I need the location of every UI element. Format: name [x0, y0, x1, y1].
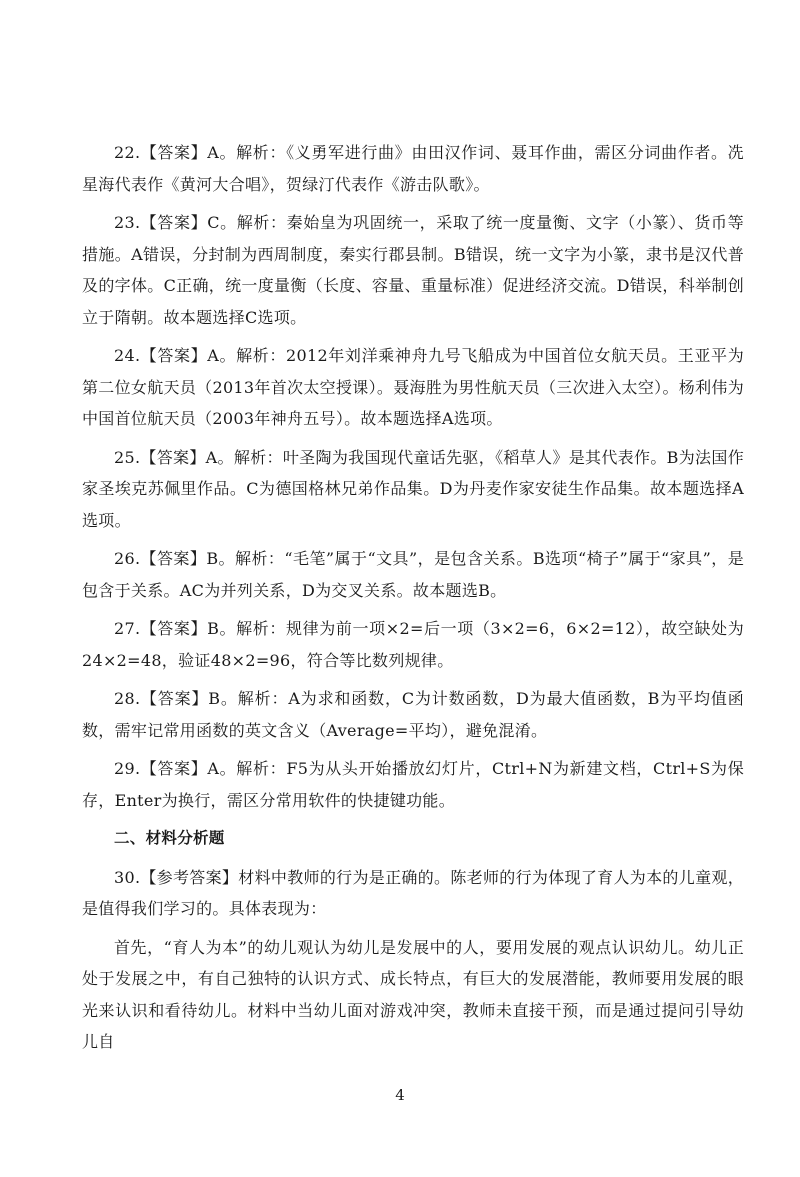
page-number: 4 — [395, 1086, 405, 1104]
answer-22: 22.【答案】A。解析：《义勇军进行曲》由田汉作词、聂耳作曲，需区分词曲作者。冼星海代表作《黄河大合唱》，贺绿汀代表作《游击队歌》。 — [82, 143, 744, 194]
answer-28: 28.【答案】B。解析：A为求和函数，C为计数函数，D为最大值函数，B为平均值函数，需牢记常用函数的英文含义（Average=平均），避免混淆。 — [82, 689, 744, 740]
answer-24: 24.【答案】A。解析：2012年刘洋乘神舟九号飞船成为中国首位女航天员。王亚平为第二位女航天员（2013年首次太空授课）。聂海胜为男性航天员（三次进入太空）。杨利伟为中国首位航天员（2003年神舟五号）。故本题选择A选项。 — [82, 346, 744, 428]
answer-23: 23.【答案】C。解析：秦始皇为巩固统一，采取了统一度量衡、文字（小篆）、货币等措施。A错误，分封制为西周制度，秦实行郡县制。B错误，统一文字为小篆，隶书是汉代普及的字体。C正确，统一度量衡（长度、容量、重量标准）促进经济交流。D错误，科举制创立于隋朝。故本题选择C选项。 — [82, 213, 744, 327]
section-heading: 二、材料分析题 — [114, 829, 225, 847]
answer-30-continued: 首先，“育人为本”的幼儿观认为幼儿是发展中的人，要用发展的观点认识幼儿。幼儿正处于发展之中，有自己独特的认识方式、成长特点，有巨大的发展潜能，教师要用发展的眼光来认识和看待幼儿。材料中当幼儿面对游戏冲突，教师未直接干预，而是通过提问引导幼儿自 — [82, 937, 744, 1051]
answer-25: 25.【答案】A。解析：叶圣陶为我国现代童话先驱，《稻草人》是其代表作。B为法国作家圣埃克苏佩里作品。C为德国格林兄弟作品集。D为丹麦作家安徒生作品集。故本题选择A选项。 — [82, 447, 744, 530]
answer-30: 30.【参考答案】材料中教师的行为是正确的。陈老师的行为体现了育人为本的儿童观，是值得我们学习的。具体表现为： — [82, 867, 744, 918]
answer-26: 26.【答案】B。解析：“毛笔”属于“文具”，是包含关系。B选项“椅子”属于“家具”，是包含于关系。AC为并列关系，D为交叉关系。故本题选B。 — [82, 549, 744, 600]
page-content — [82, 137, 744, 1065]
answer-27: 27.【答案】B。解析：规律为前一项×2=后一项（3×2=6，6×2=12），故空缺处为24×2=48，验证48×2=96，符合等比数列规律。 — [82, 619, 744, 670]
answer-29: 29.【答案】A。解析：F5为从头开始播放幻灯片，Ctrl+N为新建文档，Ctrl+S为保存，Enter为换行，需区分常用软件的快捷键功能。 — [82, 759, 744, 810]
